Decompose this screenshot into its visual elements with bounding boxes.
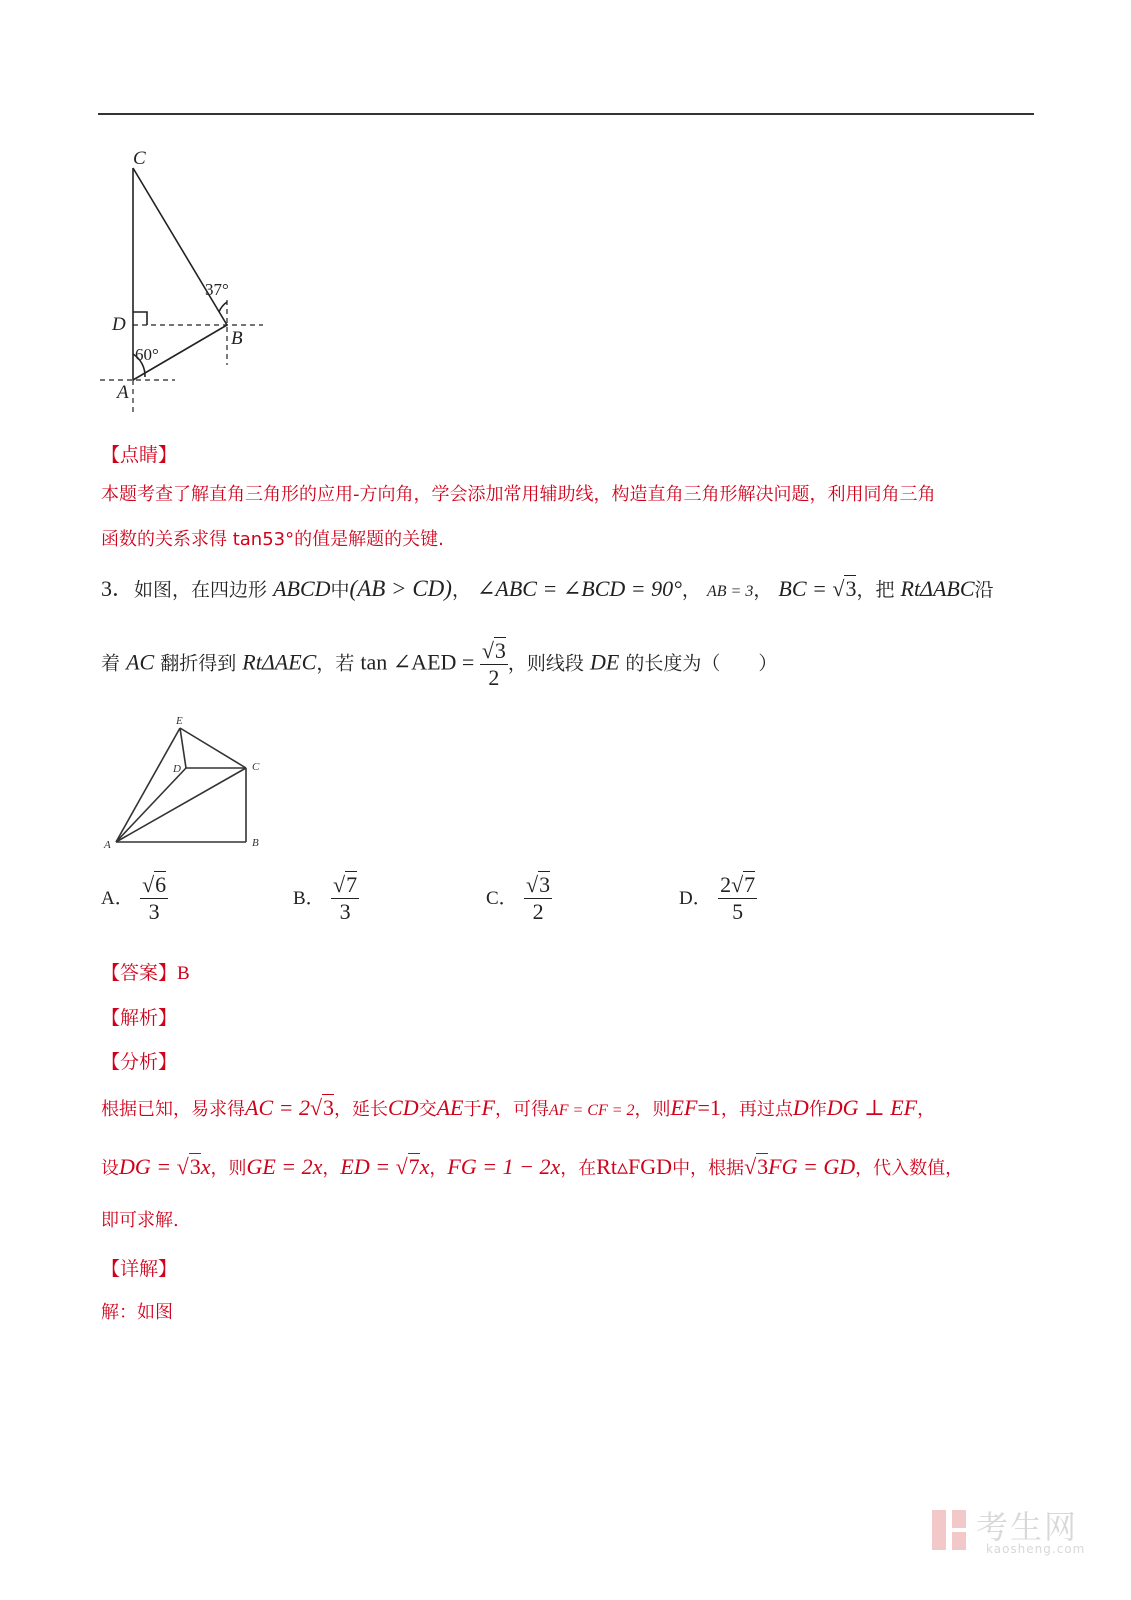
solution-start: 解：如图 <box>101 1302 173 1323</box>
angle-equation: ∠ABC = ∠BCD = 90° <box>477 576 682 601</box>
watermark-logo-icon <box>930 1506 970 1554</box>
pointer-line-1: 本题考查了解直角三角形的应用-方向角，学会添加常用辅助线，构造直角三角形解决问题，利用同角三角 <box>101 484 936 505</box>
option-d[interactable]: D． $\frac{2√7}{5}$ <box>679 872 756 924</box>
angle-60: 60° <box>135 345 159 364</box>
answer-value: B <box>177 963 190 984</box>
label-d: D <box>112 314 126 335</box>
right-angle-mark <box>133 312 147 325</box>
watermark-brand: 考生网 <box>976 1508 1079 1546</box>
pointer-line-2: 函数的关系求得 tan53°的值是解题的关键. <box>101 529 444 550</box>
angle-37: 37° <box>205 280 229 299</box>
ab-gt-cd: (AB > CD) <box>349 576 452 601</box>
fraction-sqrt3-over-2: $\frac{√3}{2}$ <box>481 638 506 690</box>
label-e: E <box>176 715 183 727</box>
sqrt-3: √3 <box>832 576 857 601</box>
pointer-heading: 【点睛】 <box>101 444 178 466</box>
tan-aed: tan ∠AED = <box>360 649 480 675</box>
segment-ec <box>180 728 246 768</box>
label-a: A <box>117 382 129 403</box>
segment-cb <box>133 168 227 325</box>
watermark <box>930 1502 1090 1562</box>
label-c: C <box>133 148 146 169</box>
fenxi-line-1: 根据已知，易求得AC = 2√3，延长CD交AE于F，可得AF = CF = 2，则EF=1，再过点D作DG ⊥ EF， <box>101 1095 936 1120</box>
detail-heading: 【详解】 <box>101 1258 178 1280</box>
option-a[interactable]: A． $\frac{√6}{3}$ <box>101 872 167 924</box>
question-line-1: 3．如图，在四边形 ABCD中(AB > CD)， ∠ABC = ∠BCD = 90°， AB = 3， BC = √3，把 RtΔABC沿 <box>101 576 994 601</box>
label-b: B <box>252 837 259 849</box>
figure-quadrilateral <box>100 712 270 857</box>
analysis-heading: 【解析】 <box>101 1007 178 1029</box>
label-d: D <box>173 763 181 775</box>
fenxi-line-3: 即可求解. <box>101 1210 179 1231</box>
label-a: A <box>104 839 111 851</box>
option-c[interactable]: C． $\frac{√3}{2}$ <box>486 872 551 924</box>
arc-37 <box>219 302 227 312</box>
segment-ed <box>180 728 186 768</box>
watermark-url: kaosheng.com <box>986 1542 1086 1556</box>
answer-line: 【答案】B <box>101 962 190 984</box>
header-rule <box>98 113 1034 115</box>
fenxi-heading: 【分析】 <box>101 1051 178 1073</box>
label-c: C <box>252 761 260 773</box>
segment-ac <box>116 768 246 842</box>
fenxi-line-2: 设DG = √3x，则GE = 2x，ED = √7x，FG = 1 − 2x，在Rt▵FGD中，根据√3FG = GD，代入数值， <box>101 1154 964 1179</box>
question-number: 3． <box>101 576 135 601</box>
option-b[interactable]: B． $\frac{√7}{3}$ <box>293 872 358 924</box>
label-b: B <box>231 328 243 349</box>
ab-equals-3: AB = 3 <box>706 583 754 600</box>
figure-direction-angle <box>95 140 270 415</box>
question-line-2: 着 AC 翻折得到 RtΔAEC，若 tan ∠AED = $\frac{√3}{2}$ ，则线段 DE 的长度为（ ） <box>101 638 778 690</box>
